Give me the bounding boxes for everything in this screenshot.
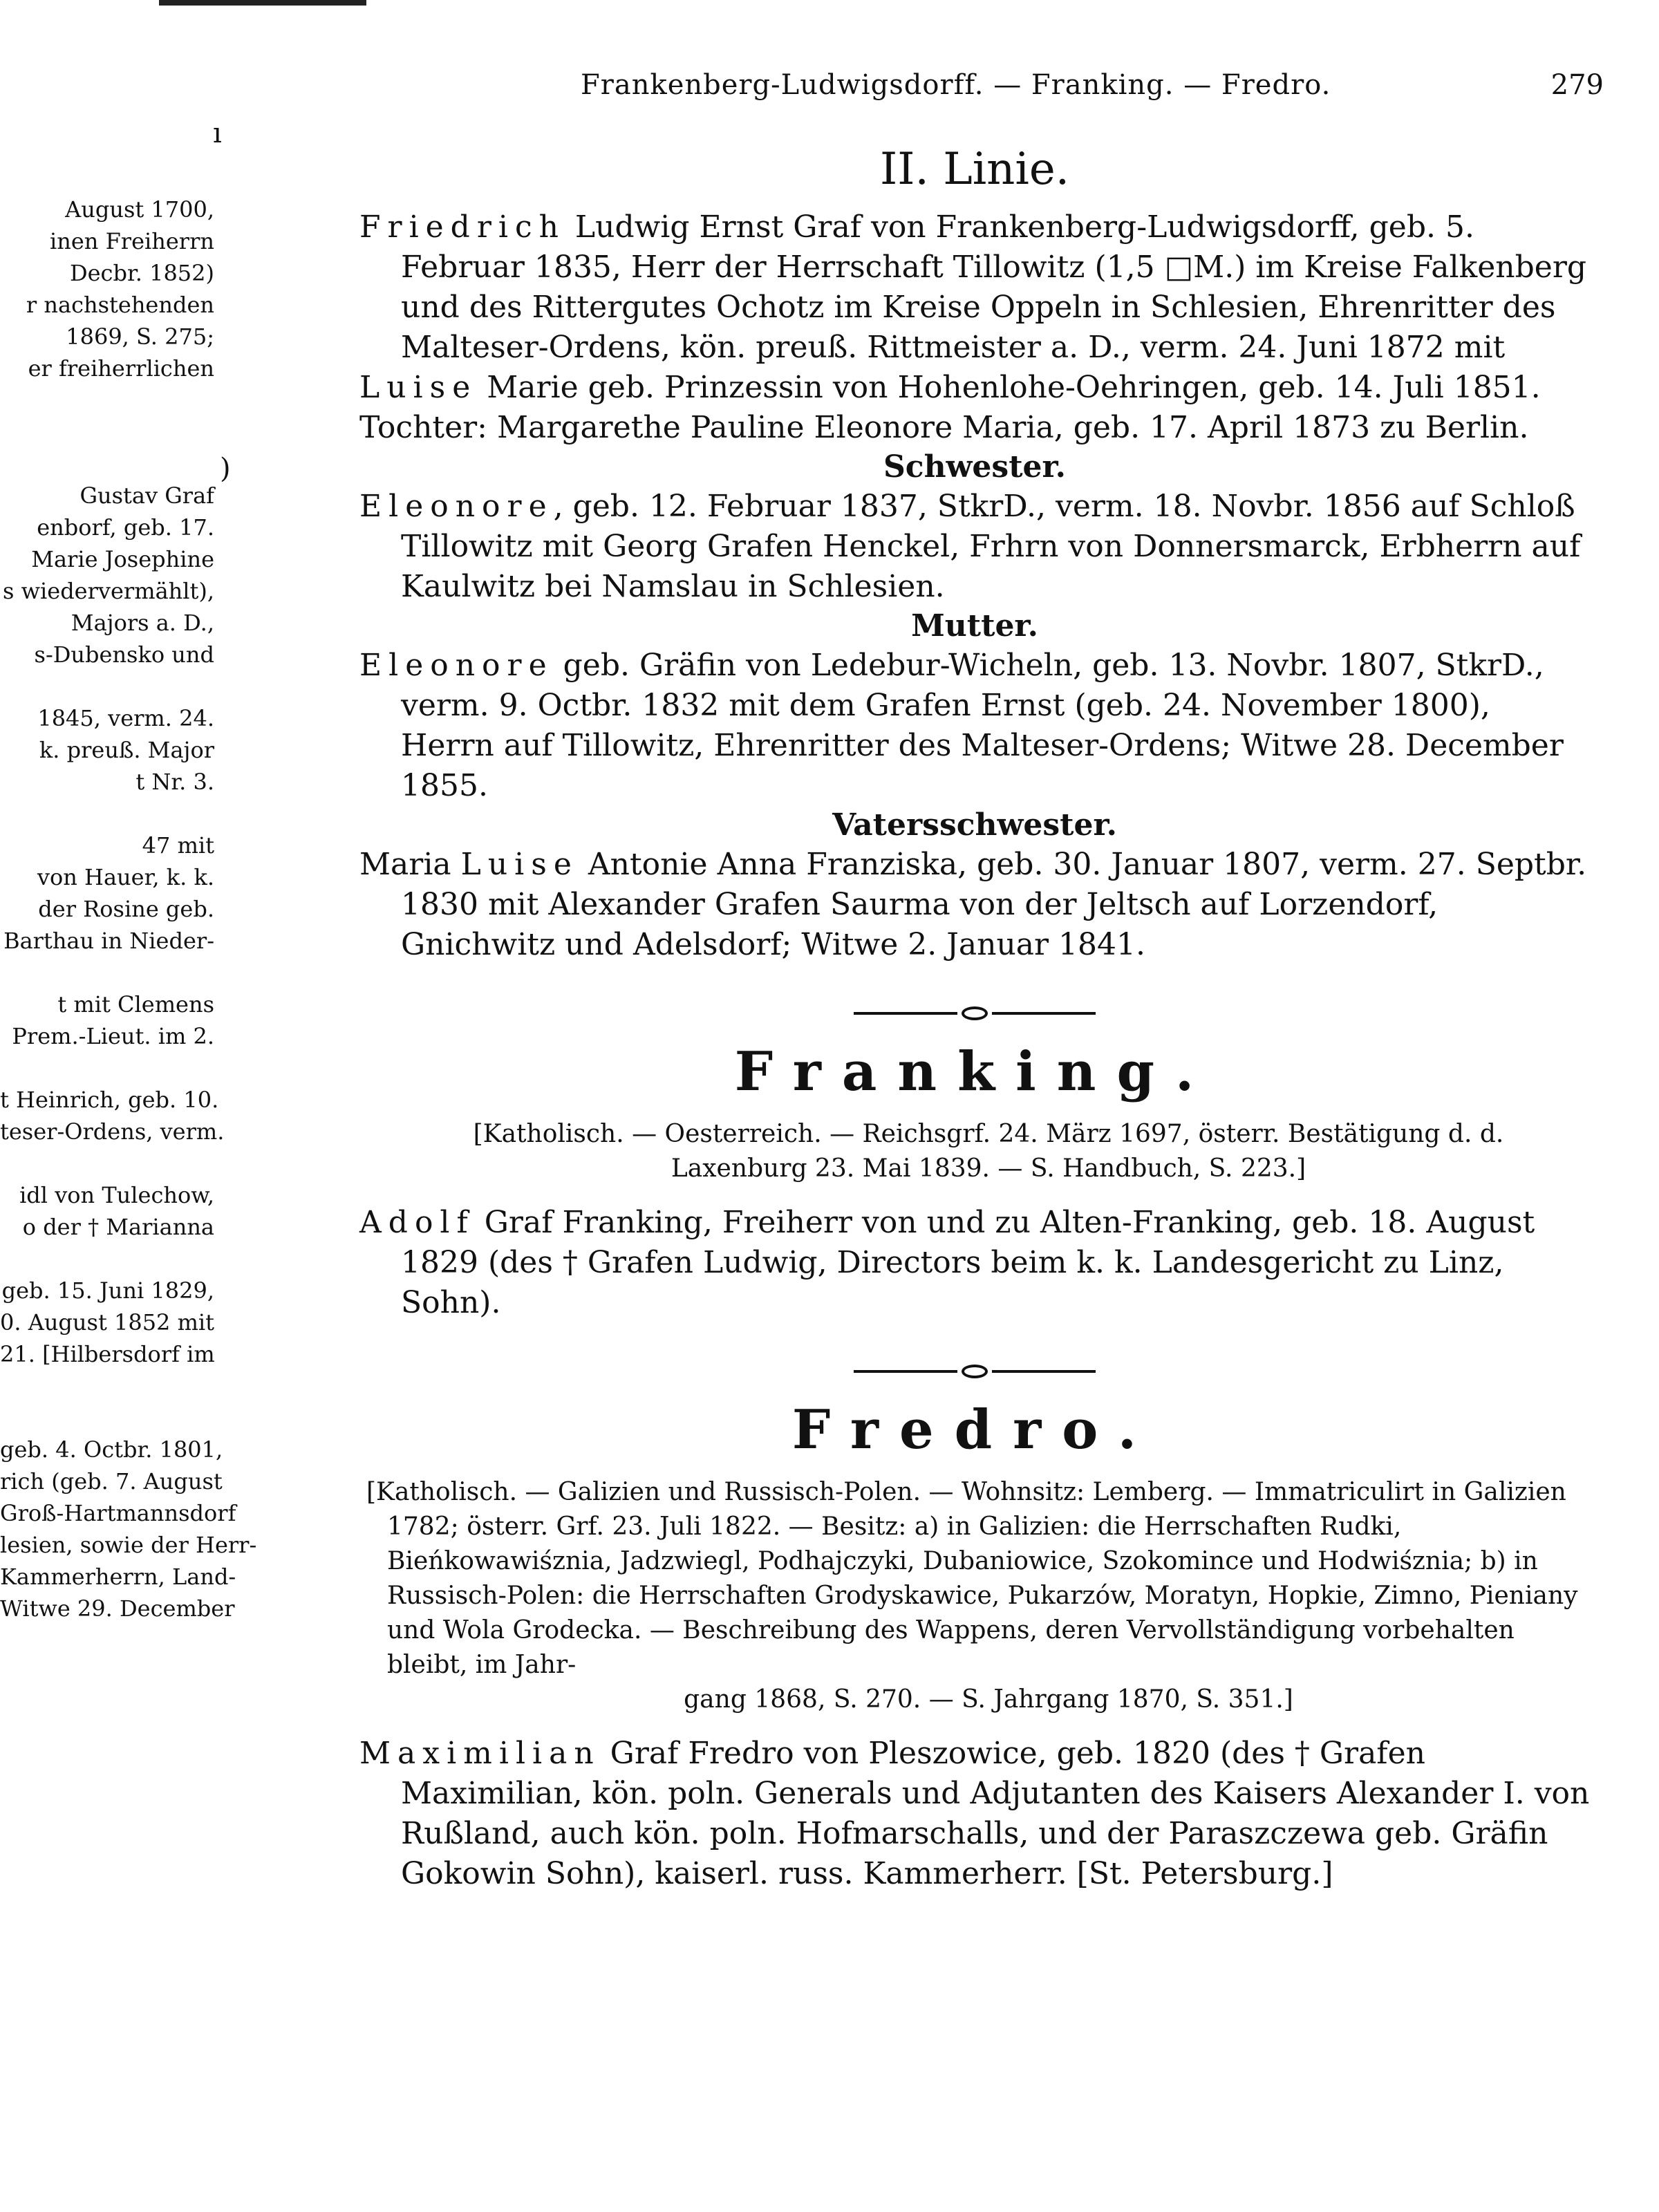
fragment-line: s-Dubensko und: [34, 641, 214, 668]
entry-name-prefix: Maria: [359, 847, 461, 882]
entry-text: Tochter: Margarethe Pauline Eleonore Maria, geb. 17. April 1873 zu Berlin.: [359, 410, 1529, 445]
entry-text: Graf Franking, Freiherr von und zu Alten-Franking, geb. 18. August 1829 (des † Grafen Ludwig, Directors beim k. k. Landesgericht zu Linz, Sohn).: [401, 1205, 1535, 1320]
entry-name: Friedrich: [359, 209, 565, 245]
fragment-line: Kammerherrn, Land-: [0, 1564, 236, 1590]
fragment-line: [0, 448, 214, 480]
subheading-vatersschwester: Vatersschwester.: [832, 807, 1117, 843]
section-heading: II. Linie.: [879, 144, 1070, 195]
fragment-line: lesien, sowie der Herr-: [0, 1532, 257, 1558]
notes-line: Laxenburg 23. Mai 1839. — S. Handbuch, S. 223.]: [671, 1154, 1306, 1183]
entry-eleonore-sister: [359, 487, 1590, 607]
entry-maximilian: [359, 1734, 1590, 1894]
entry-name: Luise: [359, 370, 478, 405]
fragment-line: der Rosine geb.: [38, 896, 214, 922]
fragment-line: Decbr. 1852): [69, 260, 214, 286]
left-column-text: [0, 194, 257, 1624]
fragment-line: [0, 1243, 214, 1275]
fragment-line: rich (geb. 7. August: [0, 1468, 223, 1494]
entry-eleonore-mother: [359, 646, 1590, 806]
fragment-line: geb. 4. Octbr. 1801,: [0, 1436, 223, 1463]
entry-text: geb. Gräfin von Ledebur-Wicheln, geb. 13. Novbr. 1807, StkrD., verm. 9. Octbr. 1832 mit dem Grafen Ernst (geb. 24. November 1800), Herrn auf Tillowitz, Ehrenritter des Malteser-Ordens; Witwe 28. December 1855.: [401, 648, 1564, 803]
page-number: 279: [1550, 69, 1604, 101]
fragment-line: [0, 416, 214, 448]
fragment-line: idl von Tulechow,: [19, 1182, 214, 1208]
entry-text: Antonie Anna Franziska, geb. 30. Januar 1807, verm. 27. Septbr. 1830 mit Alexander Grafen Saurma von der Jeltsch auf Lorzendorf, Gnichwitz und Adelsdorf; Witwe 2. Januar 1841.: [401, 847, 1587, 962]
entry-maria-luise: [359, 845, 1590, 965]
fragment-line: t Nr. 3.: [135, 769, 214, 795]
fragment-line: k. preuß. Major: [39, 737, 214, 763]
fragment-line: [0, 1402, 214, 1434]
family-heading-franking: Franking.: [734, 1040, 1215, 1103]
fragment-line: [0, 798, 214, 830]
fragment-line: [0, 384, 214, 416]
entry-text: Marie geb. Prinzessin von Hohenlohe-Oehringen, geb. 14. Juli 1851.: [477, 370, 1541, 405]
entry-name: Eleonore: [359, 489, 554, 524]
fragment-line: [0, 1052, 214, 1084]
fragment-line: [0, 1370, 214, 1402]
subheading-mutter: Mutter.: [911, 608, 1038, 644]
fragment-line: Witwe 29. December: [0, 1595, 235, 1622]
ornamental-divider: [359, 1006, 1590, 1020]
entry-name: Eleonore: [359, 648, 554, 683]
fragment-line: s wiedervermählt),: [3, 578, 214, 604]
notes-line: [Katholisch. — Oesterreich. — Reichsgrf. 24. März 1697, österr. Bestätigung d. d.: [473, 1120, 1504, 1148]
margin-mark: ı: [213, 118, 222, 149]
fragment-line: r nachstehenden: [26, 292, 214, 318]
fragment-line: geb. 15. Juni 1829,: [1, 1277, 214, 1304]
fragment-line: 0. August 1852 mit: [0, 1309, 215, 1335]
running-head-title: Frankenberg-Ludwigsdorff. — Franking. — Fredro.: [581, 69, 1331, 101]
family-notes-fredro: [359, 1475, 1590, 1717]
notes-text: [Katholisch. — Galizien und Russisch-Polen. — Wohnsitz: Lemberg. — Immatriculirt in Galizien 1782; österr. Grf. 23. Juli 1822. — Besitz: a) in Galizien: die Herrschaften Rudki, Bieńkowawiśznia, Jadzwiegl, Podhajczyki, Dubaniowice, Szokomince und Hodwiśznia; b) in Russisch-Polen: die Herrschaften Grodyskawice, Pukarzów, Moratyn, Hopkie, Zimno, Pieniany und Wola Grodecka. — Beschreibung des Wappens, deren Vervollständigung vorbehalten bleibt, im Jahr-: [366, 1478, 1578, 1679]
fragment-line: 1845, verm. 24.: [37, 705, 214, 731]
entry-text: Graf Fredro von Pleszowice, geb. 1820 (des † Grafen Maximilian, kön. poln. Generals und Adjutanten des Kaisers Alexander I. von Rußland, auch kön. poln. Hofmarschalls, und der Paraszczewa geb. Gräfin Gokowin Sohn), kaiserl. russ. Kammerherr. [St. Petersburg.]: [401, 1736, 1590, 1891]
fragment-line: er freiherrlichen: [28, 355, 214, 382]
fragment-line: 47 mit: [142, 832, 214, 859]
fragment-line: t Heinrich, geb. 10.: [0, 1087, 219, 1113]
entry-text: Ludwig Ernst Graf von Frankenberg-Ludwigsdorff, geb. 5. Februar 1835, Herr der Herrschaft Tillowitz (1,5 □M.) im Kreise Falkenberg und des Rittergutes Ochotz im Kreise Oppeln in Schlesien, Ehrenritter des Malteser-Ordens, kön. preuß. Rittmeister a. D., verm. 24. Juni 1872 mit: [401, 209, 1587, 365]
fragment-line: von Hauer, k. k.: [37, 864, 214, 890]
entry-adolf: [359, 1203, 1590, 1323]
main-column: [359, 138, 1590, 1894]
entry-tochter: [359, 408, 1590, 448]
entry-name: Maximilian: [359, 1736, 601, 1771]
fragment-line: Prem.-Lieut. im 2.: [12, 1023, 214, 1049]
fragment-line: [0, 671, 214, 702]
fragment-line: Marie Josephine: [31, 546, 214, 572]
fragment-line: Majors a. D.,: [71, 610, 214, 636]
fragment-line: enborf, geb. 17.: [37, 514, 214, 541]
margin-mark: ): [220, 453, 231, 485]
fragment-line: August 1700,: [65, 196, 214, 223]
fragment-line: o der † Marianna: [22, 1214, 214, 1240]
fragment-line: teser-Ordens, verm.: [0, 1118, 225, 1145]
ornamental-divider: [359, 1365, 1590, 1378]
fragment-line: 21. [Hilbersdorf im: [0, 1341, 215, 1367]
left-page-fragment: [0, 0, 257, 2212]
fragment-line: Gustav Graf: [79, 482, 214, 509]
family-heading-fredro: Fredro.: [791, 1398, 1158, 1461]
entry-name: Luise: [460, 847, 579, 882]
fragment-line: t mit Clemens: [57, 991, 214, 1018]
fragment-line: Barthau in Nieder-: [3, 928, 214, 954]
fragment-line: 1869, S. 275;: [66, 324, 214, 350]
fragment-line: Groß-Hartmannsdorf: [0, 1500, 236, 1526]
entry-friedrich: [359, 207, 1590, 368]
family-notes-franking: [359, 1117, 1590, 1186]
fragment-line: [0, 1147, 214, 1179]
notes-line: gang 1868, S. 270. — S. Jahrgang 1870, S. 351.]: [684, 1685, 1293, 1714]
entry-text: , geb. 12. Februar 1837, StkrD., verm. 18. Novbr. 1856 auf Schloß Tillowitz mit Georg Grafen Henckel, Frhrn von Donnersmarck, Erbherrn auf Kaulwitz bei Namslau in Schlesien.: [401, 489, 1581, 604]
fragment-line: [0, 957, 214, 988]
entry-name: Adolf: [359, 1205, 475, 1240]
subheading-schwester: Schwester.: [883, 449, 1066, 485]
fragment-line: inen Freiherrn: [50, 228, 214, 254]
entry-luise: [359, 368, 1590, 408]
